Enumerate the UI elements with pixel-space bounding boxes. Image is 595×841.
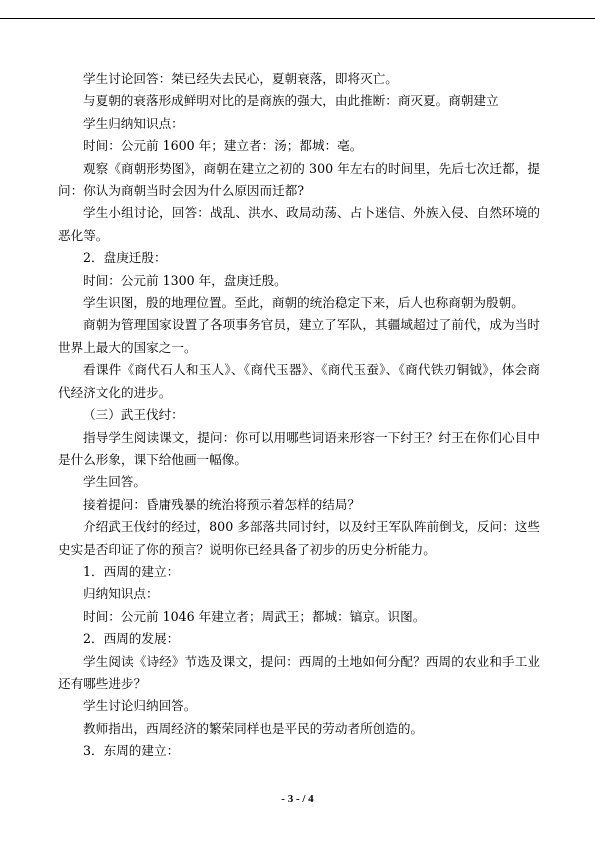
paragraph: 介绍武王伐纣的经过，800 多部落共同讨纣，以及纣王军队阵前倒戈，反问：这些史实是否印证了你的预言？说明你已经具备了初步的历史分析能力。 (58, 519, 540, 557)
paragraph: 学生识图，殷的地理位置。至此，商朝的统治稳定下来，后人也称商朝为殷朝。 (83, 295, 524, 311)
paragraph: 归纳知识点： (83, 586, 159, 602)
paragraph: 2．西周的发展： (83, 631, 180, 647)
paragraph: 观察《商朝形势图》，商朝在建立之初的 300 年左右的时间里，先后七次迁都，提问：你认为商朝当时会因为什么原因而迁都? (58, 160, 540, 199)
header-rule (0, 18, 595, 19)
paragraph: 教师指出，西周经济的繁荣同样也是平民的劳动者所创造的。 (83, 720, 424, 736)
paragraph: 商朝为管理国家设置了各项事务官员，建立了军队，其疆域超过了前代，成为当时世界上最大的国家之一。 (58, 317, 540, 355)
paragraph: 学生讨论归纳回答。 (83, 698, 197, 714)
paragraph: 与夏朝的衰落形成鲜明对比的是商族的强大，由此推断：商灭夏。商朝建立 (83, 93, 499, 109)
paragraph: 学生讨论回答：桀已经失去民心，夏朝衰落，即将灭亡。 (83, 71, 398, 86)
paragraph: 1．西周的建立： (83, 563, 180, 579)
document-body (58, 68, 540, 763)
paragraph: 接着提问：昏庸残暴的统治将预示着怎样的结局？ (83, 496, 361, 512)
paragraph: 学生归纳知识点： (83, 115, 184, 131)
paragraph: （三）武王伐纣： (83, 407, 184, 423)
paragraph: 看课件《商代石人和玉人》、《商代玉器》、《商代玉蚕》、《商代铁刃铜钺》，体会商代经济文化的进步。 (58, 362, 540, 400)
paragraph: 学生阅读《诗经》节选及课文，提问：西周的土地如何分配？西周的农业和手工业还有哪些进步？ (58, 653, 540, 691)
paragraph: 学生回答。 (83, 474, 146, 490)
paragraph: 学生小组讨论，回答：战乱、洪水、政局动荡、占卜迷信、外族入侵、自然环境的恶化等。 (58, 205, 540, 243)
page-number: - 3 - / 4 (281, 793, 314, 805)
paragraph: 时间：公元前 1046 年建立者；周武王；都城：镐京。识图。 (83, 608, 426, 624)
paragraph: 时间：公元前 1600 年；建立者：汤；都城：亳。 (83, 138, 363, 154)
paragraph: 时间：公元前 1300 年，盘庚迁殷。 (83, 272, 287, 288)
paragraph: 指导学生阅读课文，提问：你可以用哪些词语来形容一下纣王？纣王在你们心目中是什么形象，课下给他画一幅像。 (58, 429, 540, 467)
paragraph: 3．东周的建立： (83, 743, 180, 759)
paragraph: 2．盘庚迁殷： (83, 250, 167, 266)
